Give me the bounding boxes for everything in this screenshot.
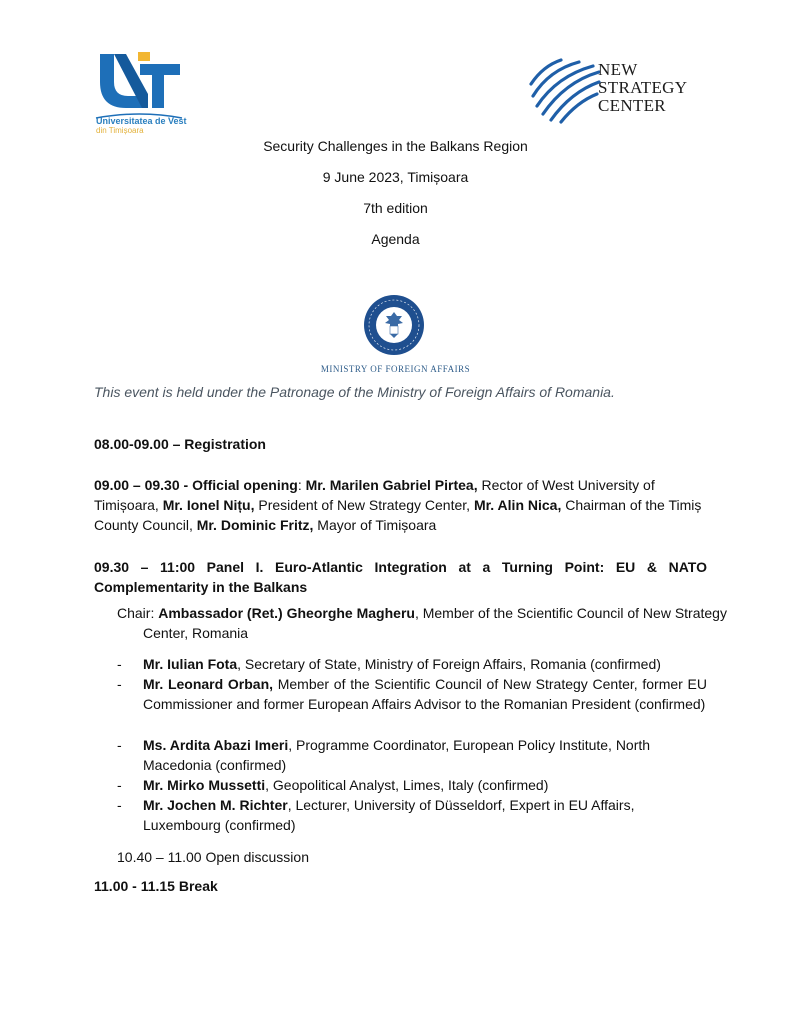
opening-separator: :	[297, 477, 306, 493]
opening-speaker-role: President of New Strategy Center,	[254, 497, 474, 513]
agenda-opening	[94, 475, 704, 535]
open-discussion: 10.40 – 11.00 Open discussion	[117, 849, 309, 865]
uvt-logo-city: din Timișoara	[96, 126, 144, 135]
speaker-name: Mr. Iulian Fota	[143, 656, 238, 672]
list-dash: -	[117, 797, 122, 813]
chair-label: Chair:	[117, 605, 159, 621]
nsc-logo-line-1: NEW	[598, 60, 638, 79]
patronage-note: This event is held under the Patronage of the Ministry of Foreign Affairs of Romania.	[94, 384, 615, 400]
nsc-logo-line-3: CENTER	[598, 96, 666, 115]
agenda-registration: 08.00-09.00 – Registration	[94, 436, 266, 452]
uvt-logo-name: Universitatea de Vest	[96, 116, 187, 126]
panel-1-chair	[117, 603, 733, 643]
mfa-caption: MINISTRY OF FOREIGN AFFAIRS	[320, 364, 471, 374]
nsc-logo-text	[598, 61, 687, 115]
speaker-name: Mr. Mirko Mussetti	[143, 777, 266, 793]
panel-speaker	[117, 795, 707, 835]
panel-1-title: 09.30 – 11:00 Panel I. Euro-Atlantic Integration at a Turning Point: EU & NATO Complementarity in the Balkans	[94, 559, 707, 595]
speaker-name: Ms. Ardita Abazi Imeri	[143, 737, 289, 753]
speaker-role: Member of the Scientific Council of New Strategy Center, former EU Commissioner and former European Affairs Advisor to the Romanian President (confirmed)	[143, 676, 707, 712]
government-seal-icon	[363, 294, 425, 356]
nsc-waves-icon	[527, 58, 607, 124]
list-dash: -	[117, 656, 122, 672]
list-dash: -	[117, 777, 122, 793]
opening-speaker-name: Mr. Alin Nica,	[473, 497, 562, 513]
opening-speaker-role: Mayor of Timișoara	[313, 517, 437, 533]
opening-speaker-name: Mr. Ionel Nițu,	[162, 497, 255, 513]
panel-speaker	[117, 775, 707, 795]
opening-speaker-role: Rector of West University of Timișoara,	[94, 477, 655, 513]
speaker-name: Mr. Jochen M. Richter	[143, 797, 288, 813]
event-date-place: 9 June 2023, Timișoara	[322, 169, 469, 185]
speaker-role: , Lecturer, University of Düsseldorf, Expert in EU Affairs, Luxembourg (confirmed)	[143, 797, 635, 833]
opening-speaker-name: Mr. Marilen Gabriel Pirtea,	[305, 477, 478, 493]
list-dash: -	[117, 737, 122, 753]
opening-time-label: 09.00 – 09.30 - Official opening	[94, 477, 298, 493]
speaker-role: , Secretary of State, Ministry of Foreign Affairs, Romania (confirmed)	[237, 656, 661, 672]
opening-speaker-role: Chairman of the Timiș County Council,	[94, 497, 702, 533]
chair-role: , Member of the Scientific Council of New Strategy Center, Romania	[143, 605, 727, 641]
event-edition: 7th edition	[363, 200, 428, 216]
document-type: Agenda	[371, 231, 420, 247]
speaker-role: , Programme Coordinator, European Policy Institute, North Macedonia (confirmed)	[143, 737, 651, 773]
panel-speaker	[117, 674, 707, 714]
speaker-name: Mr. Leonard Orban,	[143, 676, 274, 692]
panel-speaker	[117, 654, 707, 674]
panel-speaker	[117, 735, 707, 775]
agenda-break: 11.00 - 11.15 Break	[94, 878, 218, 894]
event-title: Security Challenges in the Balkans Region	[263, 138, 528, 154]
speaker-role: , Geopolitical Analyst, Limes, Italy (confirmed)	[265, 777, 549, 793]
chair-name: Ambassador (Ret.) Gheorghe Magheru	[158, 605, 415, 621]
nsc-logo-line-2: STRATEGY	[598, 78, 688, 97]
list-dash: -	[117, 676, 122, 692]
opening-speaker-name: Mr. Dominic Fritz,	[196, 517, 314, 533]
